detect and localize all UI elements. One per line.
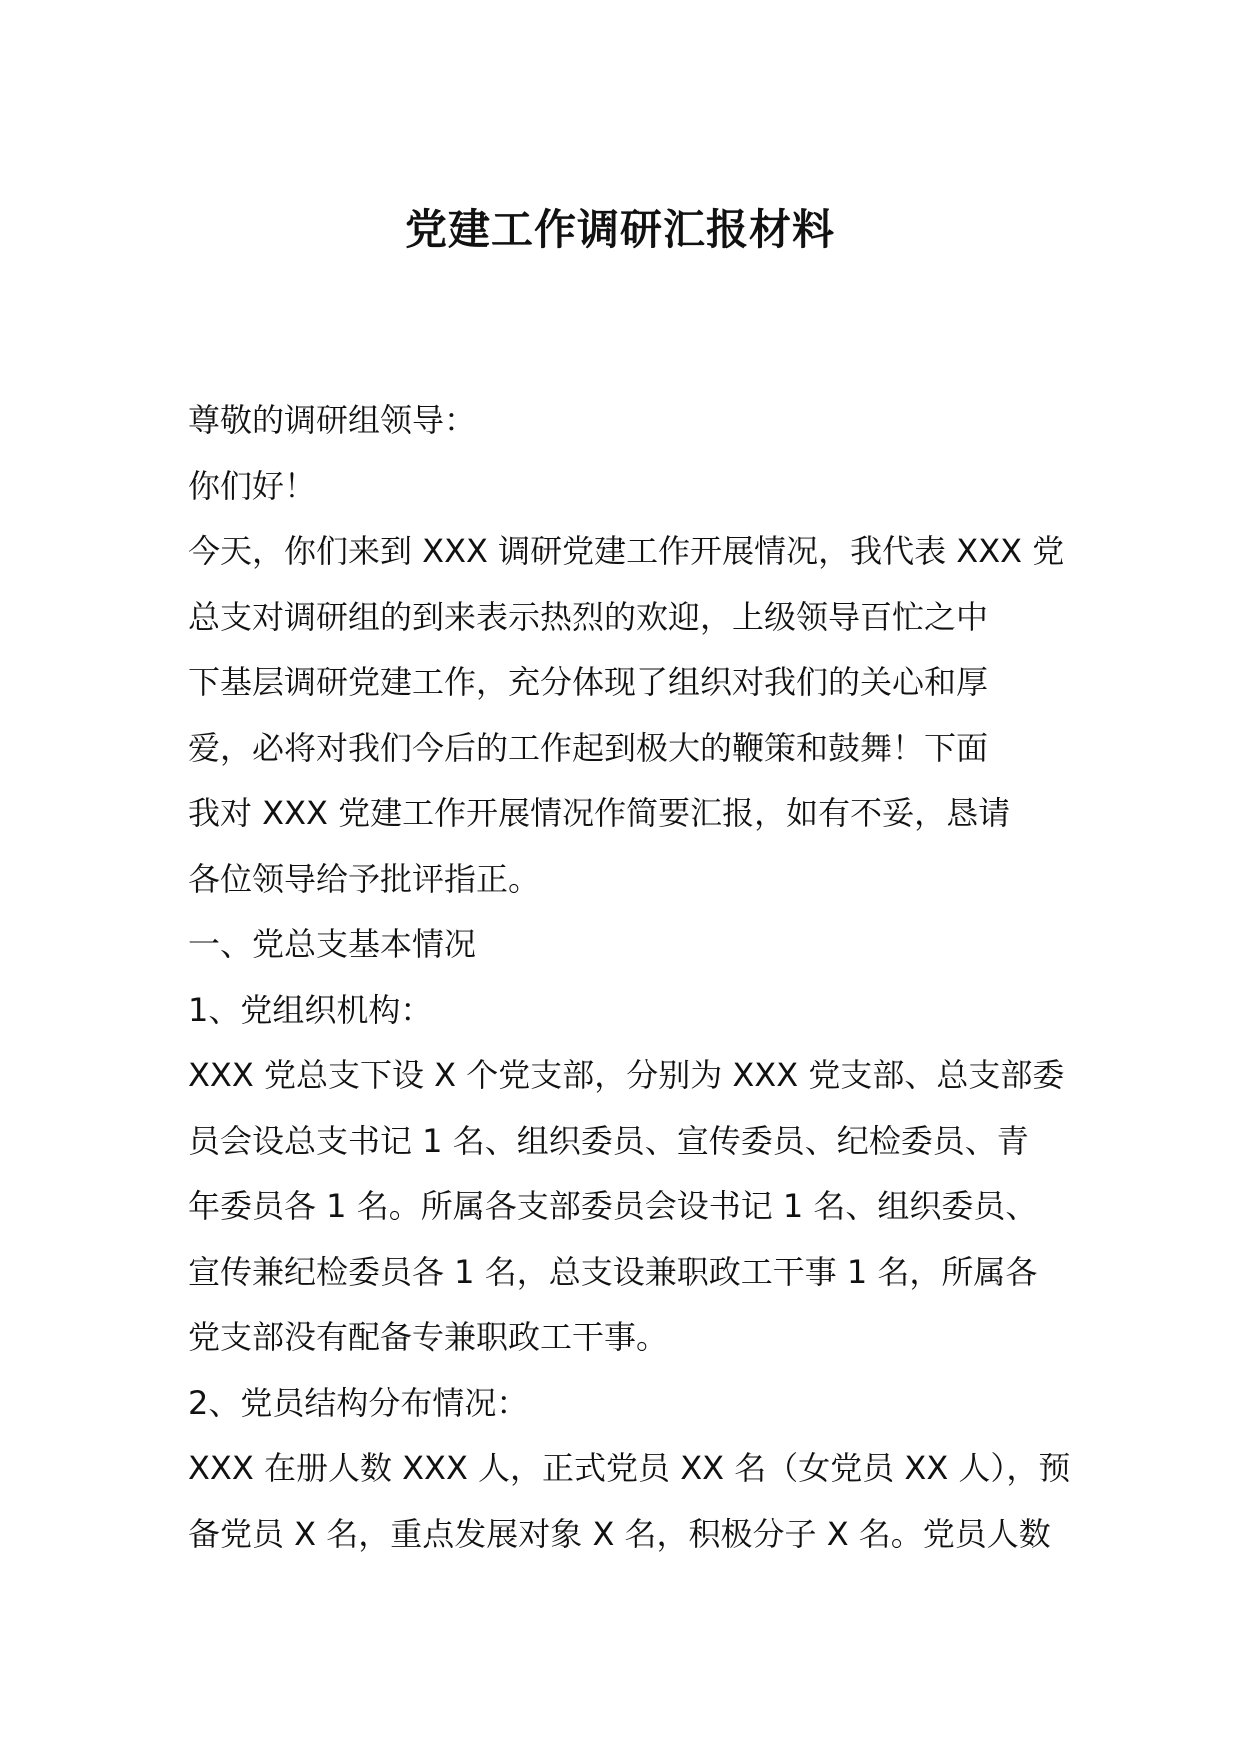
paragraph-line: 宣传兼纪检委员各 1 名，总支设兼职政工干事 1 名，所属各 (188, 1252, 1038, 1291)
greeting-line: 你们好！ (188, 466, 317, 505)
paragraph-line: 各位领导给予批评指正。 (188, 859, 541, 898)
document-title: 党建工作调研汇报材料 (404, 205, 835, 254)
subsection-heading: 2、党员结构分布情况： (188, 1383, 529, 1422)
paragraph-line: 党支部没有配备专兼职政工干事。 (188, 1318, 669, 1356)
paragraph-line: XXX 党总支下设 X 个党支部，分别为 XXX 党支部、总支部委 (188, 1056, 1065, 1094)
paragraph-line: 爱，必将对我们今后的工作起到极大的鞭策和鼓舞！下面 (188, 728, 989, 767)
section-heading: 一、党总支基本情况 (188, 925, 477, 963)
paragraph-line: 今天，你们来到 XXX 调研党建工作开展情况，我代表 XXX 党 (188, 532, 1065, 570)
paragraph-line: 总支对调研组的到来表示热烈的欢迎，上级领导百忙之中 (188, 597, 989, 636)
paragraph-line: 我对 XXX 党建工作开展情况作简要汇报，如有不妥，恳请 (188, 794, 1011, 832)
paragraph-line: XXX 在册人数 XXX 人，正式党员 XX 名（女党员 XX 人），预 (188, 1449, 1071, 1487)
paragraph-line: 下基层调研党建工作，充分体现了组织对我们的关心和厚 (188, 663, 989, 701)
paragraph-line: 员会设总支书记 1 名、组织委员、宣传委员、纪检委员、青 (188, 1121, 1029, 1160)
document-body (188, 388, 1071, 1567)
paragraph-line: 年委员各 1 名。所属各支部委员会设书记 1 名、组织委员、 (188, 1187, 1038, 1225)
subsection-heading: 1、党组织机构： (188, 990, 433, 1029)
salutation-line: 尊敬的调研组领导： (188, 401, 477, 439)
paragraph-line: 备党员 X 名，重点发展对象 X 名，积极分子 X 名。党员人数 (188, 1514, 1051, 1553)
